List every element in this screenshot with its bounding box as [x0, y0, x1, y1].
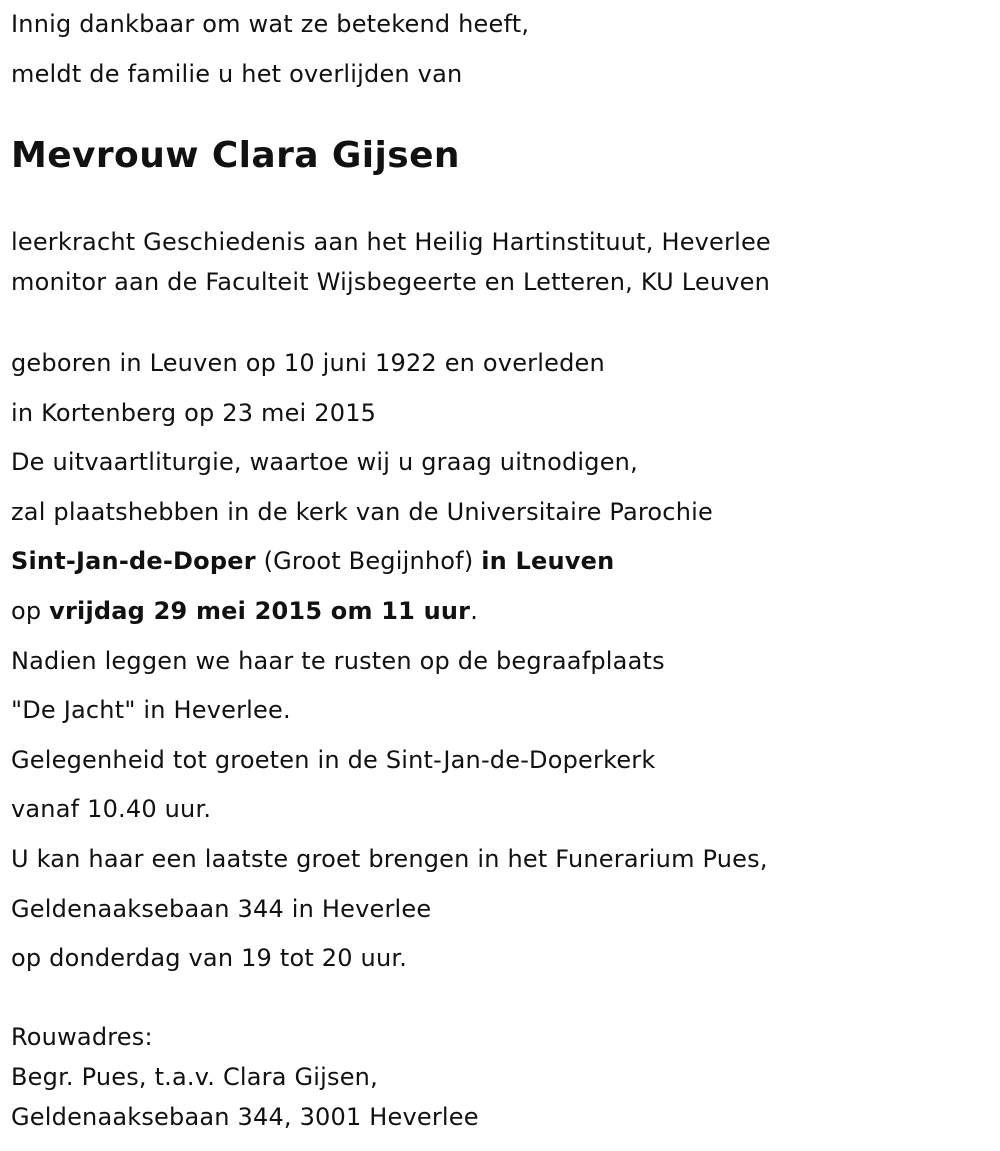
roles-text — [11, 222, 771, 302]
intro-line-2: meldt de familie u het overlijden van — [11, 59, 463, 88]
intro-line-1: Innig dankbaar om wat ze betekend heeft, — [11, 10, 530, 38]
deceased-name: Mevrouw Clara Gijsen — [11, 135, 460, 176]
funeral-home-time-line: op donderdag van 19 tot 20 uur. — [11, 944, 408, 973]
date-prefix: op — [11, 596, 50, 625]
greeting-time-line: vanaf 10.40 uur. — [11, 795, 212, 824]
burial-line: Nadien leggen we haar te rusten op de begraafplaats — [11, 646, 665, 675]
role-line-2: monitor aan de Faculteit Wijsbegeerte en Letteren, KU Leuven — [11, 268, 771, 296]
address-label: Rouwadres: — [11, 1023, 153, 1051]
death-line: in Kortenberg op 23 mei 2015 — [11, 398, 377, 427]
church-line — [11, 537, 768, 587]
funeral-date-time: vrijdag 29 mei 2015 om 11 uur — [49, 596, 471, 625]
church-name: Sint-Jan-de-Doper — [11, 547, 256, 576]
birth-line: geboren in Leuven op 10 juni 1922 en overleden — [11, 349, 605, 377]
funeral-home-line: U kan haar een laatste groet brengen in het Funerarium Pues, — [11, 844, 768, 873]
church-location: (Groot Begijnhof) — [255, 547, 482, 576]
intro-text — [11, 0, 529, 99]
funeral-home-address-line: Geldenaaksebaan 344 in Heverlee — [11, 894, 432, 923]
date-line — [11, 587, 768, 637]
cemetery-line: "De Jacht" in Heverlee. — [11, 696, 291, 725]
address-line-2: Geldenaaksebaan 344, 3001 Heverlee — [11, 1103, 479, 1131]
role-line-1: leerkracht Geschiedenis aan het Heilig Hartinstituut, Heverlee — [11, 228, 771, 256]
funeral-details — [11, 339, 768, 984]
place-intro-line: zal plaatshebben in de kerk van de Universitaire Parochie — [11, 497, 713, 526]
liturgy-line: De uitvaartliturgie, waartoe wij u graag uitnodigen, — [11, 448, 638, 477]
mourning-address — [11, 1017, 479, 1137]
address-line-1: Begr. Pues, t.a.v. Clara Gijsen, — [11, 1063, 378, 1091]
church-city: in Leuven — [481, 547, 615, 576]
date-suffix: . — [470, 596, 479, 625]
greeting-line: Gelegenheid tot groeten in de Sint-Jan-de-Doperkerk — [11, 745, 656, 774]
